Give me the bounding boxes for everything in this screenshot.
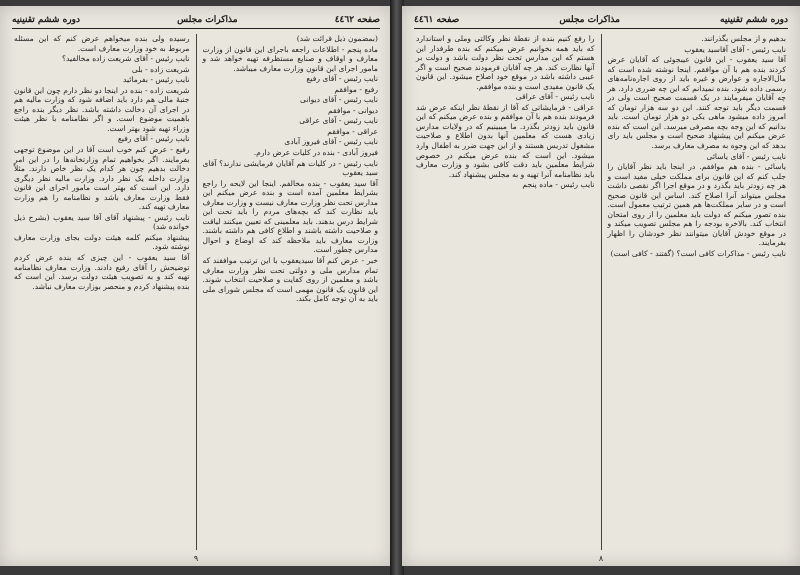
paragraph: نایب رئیس - پیشنهاد آقای آقا سید یعقوب (بشرح ذیل خوانده شد)	[14, 212, 190, 232]
paragraph: نایب رئیس - آقای رفیع	[117, 134, 190, 144]
paragraph: فیروز آبادی - بنده در کلیات عرض دارم.	[253, 148, 378, 158]
right-page-columns	[412, 34, 790, 550]
text-column-left	[412, 34, 599, 550]
paragraph: نایب رئیس - مذاکرات کافی است؟ (گفتند - کافی است)	[610, 249, 786, 259]
paragraph: ماده پنجم - اطلاعات راجعه باجرای این قانون از وزارت معارف و اوقاف و صنایع مستظرفه تهیه خواهد شد و مامور اجرای این قانون وزارت معارف میباشد.	[202, 44, 378, 73]
paragraph: خبر - عرض کنم آقا سیدیعقوب با این ترتیب موافقند که تمام مدارس ملی و دولتی تحت نظر وزارت معارف باشد و معلمین از روی کفایت و صلاحیت انتخاب شوند. این قانون یک قانون مهمی است که مجلس شورای ملی باید به آن توجه کامل بکند.	[202, 256, 378, 304]
paragraph: نایب رئیس - آقای یاسائی	[706, 151, 786, 161]
paragraph: آقا سید یعقوب - این چیزی که بنده عرض کردم توضیحش را آقای رفیع دادند. وزارت معارف نظامنامه تهیه کند و به تصویب هیئت دولت برسد. این است که بنده پیشنهاد کردم و منحصر بوزارت معارف نباشد.	[14, 253, 190, 291]
session-label: دوره ششم تقنینیه	[720, 15, 788, 25]
paragraph: آقا سید یعقوب - این قانون عیبجوئی که آقایان عرض کردند بنده هم با آن موافقم. اینجا نوشته شده است که مال‌الاجاره و عوارض و غیره باید از روی اجاره‌نامه‌های رسمی داده شود. بنده نمیدانم که این چه ضرری دارد. هر چه آقایان میفرمایند در یک قسمت صحیح است ولی در قسمت دیگر باید توجه کنند. این دو سه هزار تومان که امروز داده میشود ماهی یکی دو هزار تومان است. باید بدانیم که این وجه بچه مصرفی میرسد. این است که بنده عرض میکنم این پیشنهاد صحیح است و مجلس باید رای بدهد که این وجوه به مصرف معارف برسد.	[607, 55, 786, 151]
page-label: صفحه ٤٤٦٢	[334, 15, 380, 25]
page-label: صفحه ٤٤٦١	[414, 15, 460, 25]
paragraph: دیوانی - موافقم	[328, 105, 378, 115]
paragraph: رسیده ولی بنده میخواهم عرض کنم که این مسئله مربوط به خود وزارت معارف است.	[14, 34, 190, 53]
paragraph: نایب رئیس - آقای شریعت زاده مخالفید؟	[62, 54, 190, 64]
page-number: ٨	[598, 554, 604, 563]
paragraph: بدهیم و از مجلس بگذرانند.	[701, 34, 786, 43]
paragraph: پیشنهاد میکنم کلمه هیئت دولت بجای وزارت معارف نوشته شود.	[14, 232, 190, 252]
paragraph: (بمضمون ذیل قرائت شد)	[296, 34, 378, 43]
right-page	[402, 6, 800, 566]
column-divider	[196, 34, 197, 550]
paragraph: نایب رئیس - آقای عراقی	[299, 116, 378, 126]
paragraph: نایب رئیس - آقای فیروز آبادی	[284, 137, 378, 147]
text-column-right	[199, 34, 383, 550]
paragraph: شریعت زاده - بنده در اینجا دو نظر دارم چون این قانون جنبهٔ مالی هم دارد باید اضافه شود که وزارت مالیه هم در اجرای آن دخالت داشته باشد. نظر دیگر بنده راجع باهمیت موضوع است. و اگر نظامنامه با نظر هیئت وزراء تهیه شود بهتر است.	[14, 85, 190, 133]
paragraph: شریعت زاده - بلی	[131, 64, 190, 74]
page-number: ٩	[193, 554, 199, 563]
session-label: دوره ششم تقنینیه	[12, 15, 80, 25]
text-column-left	[10, 34, 194, 550]
running-title: مذاکرات مجلس	[559, 15, 620, 25]
paragraph: نایب رئیس - بفرمائید	[123, 75, 190, 85]
left-page-columns	[10, 34, 382, 550]
paragraph: رفیع - موافقم	[334, 84, 378, 94]
paragraph: نایب رئیس - آقای آقاسید یعقوب	[684, 44, 786, 54]
paragraph: را رفع کنیم بنده از نقطهٔ نظر وکالتی وملی و استاندارد که باید همه بخوانیم عرض میکنم که بنده طرفدار این هستم که این مدارس تحت نظر دولت باشد و دولت بر آنها نظارت کند. هر چه آقایان فرمودند صحیح است و اگر عیبی داشته باشد در موقع خود اصلاح میشود. این قانون یک قانون مفیدی است و بنده موافقم.	[416, 34, 595, 91]
text-column-right	[604, 34, 791, 550]
right-page-header	[414, 12, 788, 29]
column-divider	[601, 34, 602, 550]
running-title: مذاکرات مجلس	[177, 15, 238, 25]
paragraph: یاسائی - بنده هم موافقم. در اینجا باید نظر آقایان را جلب کنم که این قانون برای مملکت خیلی مفید است و هر چه زودتر باید بگذرد و در موقع اجرا اگر نقصی داشت مجلس میتواند آنرا اصلاح کند. اساس این قانون صحیح است و در سایر مملکت‌ها هم همین ترتیب معمول است. بنده تصور میکنم که دولت باید معلمین را از روی امتحان انتخاب کند. بالاخره بودجه را هم مجلس تصویب میکند و در موقع خودش آقایان میتوانند نظر خودشان را اظهار بفرمایند.	[607, 162, 786, 248]
paragraph: نایب رئیس - آقای رفیع	[306, 74, 378, 84]
paragraph: آقا سید یعقوب - بنده مخالفم. اینجا این لایحه را راجع بشرایط معلمین آمده است و بنده عرض میکنم این مدارس تحت نظر وزارت معارف نیست و وزارت معارف باید نظارت کند که بچه‌های مردم را باید تحت این شرایط درس بدهند. باید معلمینی که تعیین میکنند لیاقت و صلاحیت داشته باشند و اطلاع کافی هم داشته باشند. وزارت معارف باید ملاحظه کند که اوضاع و احوال مدارس چطور است.	[202, 178, 378, 255]
paragraph: نایب رئیس - در کلیات هم آقایان فرمایشی ندارند؟ آقای سید یعقوب	[202, 158, 378, 178]
paragraph: عراقی - موافقم	[327, 126, 378, 136]
paragraph: نایب رئیس - آقای عراقی	[515, 92, 595, 102]
paragraph: عراقی - فرمایشاتی که آقا از نقطهٔ نظر اینکه عرض شد فرمودند بنده هم با آن موافقم و بنده عرض میکنم که این قانون باید زودتر بگذرد. ما میبینیم که در ولایات مدارس زیادی هست که معلمین آنها بدون اطلاع و صلاحیت مشغول تدریس هستند و از این جهت ضرر به اطفال وارد میشود. این است که بنده عرض میکنم در خصوص شرایط معلمین باید دقت کافی بشود و وزارت معارف باید نظامنامه آنرا تهیه و به مجلس پیشنهاد کند.	[416, 102, 595, 179]
paragraph: نایب رئیس - آقای دیوانی	[300, 95, 378, 105]
left-page	[0, 6, 392, 566]
left-page-header	[12, 12, 380, 29]
paragraph: رفیع - عرض کنم خوب است آقا در این موضوع توجهی بفرمایند. اگر بخواهیم تمام وزارتخانه‌ها را در این امر دخالت بدهیم چون هر کدام یک نظر خاص دارند. مثلاً وزارت داخله یک نظر دارد. وزارت مالیه نظر دیگری دارد. این است که بهتر است مامور اجرای این قانون فقط وزارت معارف باشد و نظامنامه را هم وزارت معارف تهیه کند.	[14, 145, 190, 212]
paragraph: نایب رئیس - ماده پنجم	[522, 180, 595, 190]
